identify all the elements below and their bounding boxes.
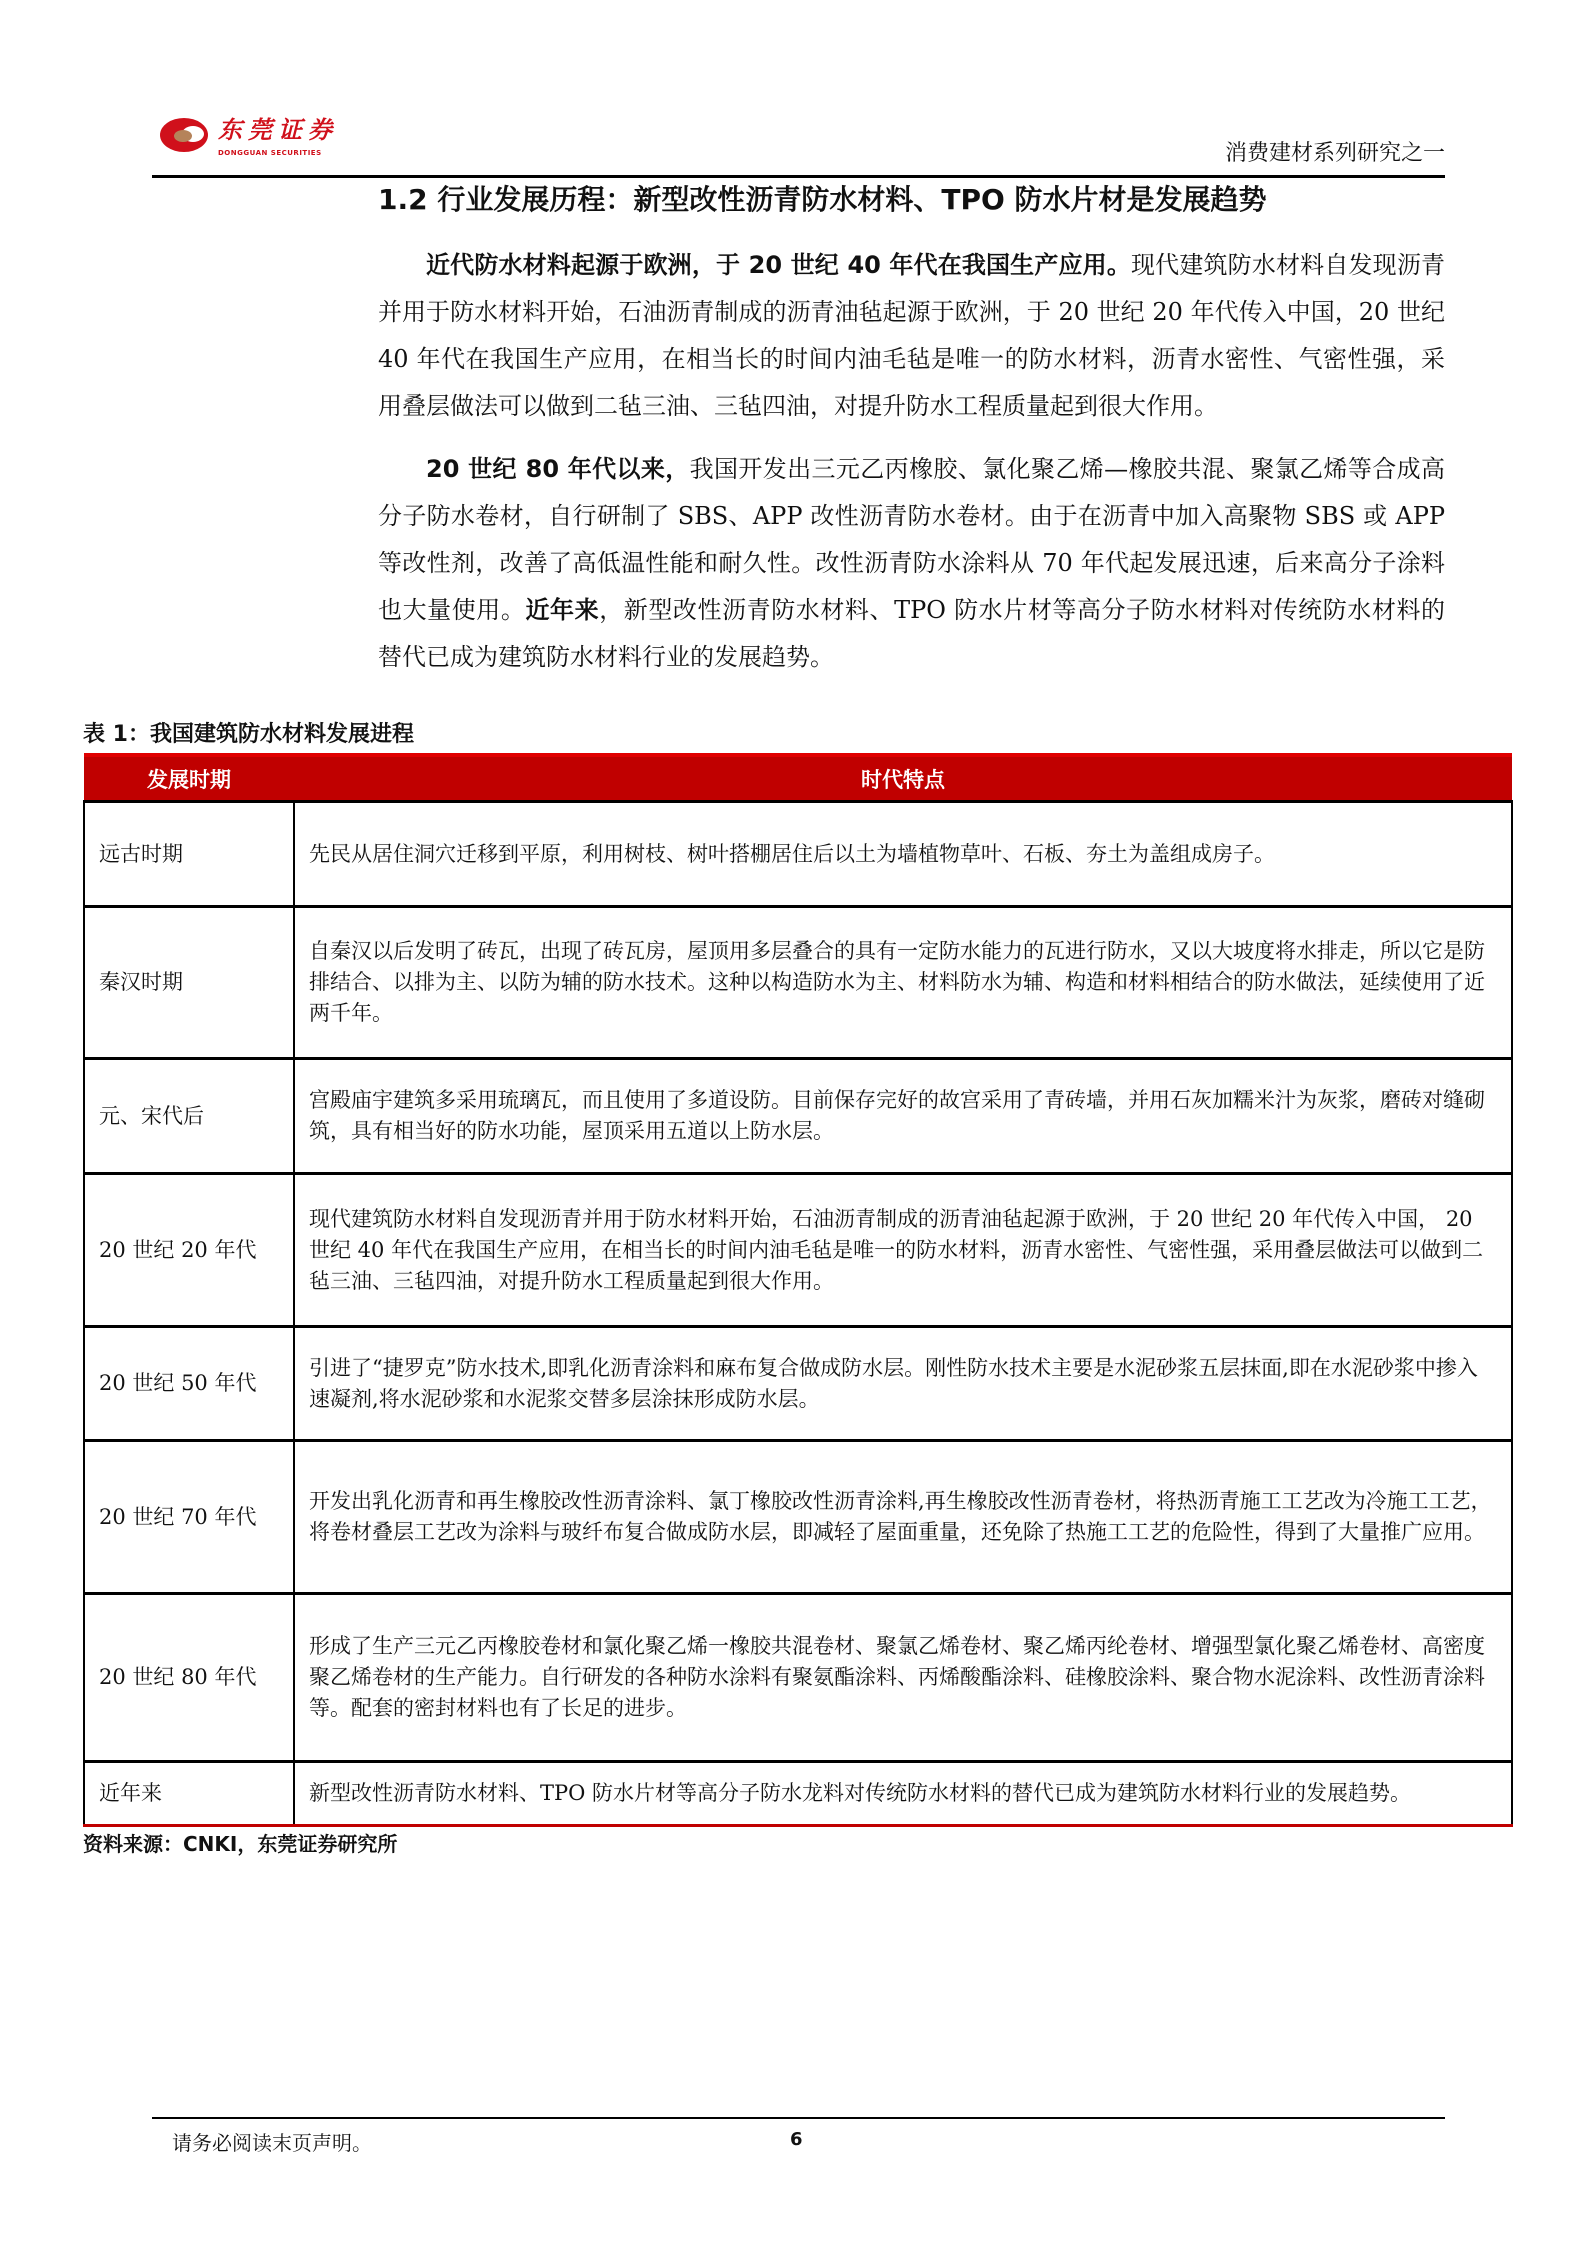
- description-cell: 引进了“捷罗克”防水技术,即乳化沥青涂料和麻布复合做成防水层。刚性防水技术主要是水泥砂浆五层抹面,即在水泥砂浆中掺入速凝剂,将水泥砂浆和水泥浆交替多层涂抹形成防水层。: [294, 1327, 1512, 1441]
- report-series-title: 消费建材系列研究之一: [1224, 141, 1445, 166]
- table-row: [84, 802, 1512, 907]
- paragraph-2-emphasis: 近年来: [525, 596, 600, 624]
- period-cell: 远古时期: [84, 802, 294, 907]
- description-cell: 新型改性沥青防水材料、TPO 防水片材等高分子防水龙料对传统防水材料的替代已成为建筑防水材料行业的发展趋势。: [294, 1762, 1512, 1826]
- period-cell: 20 世纪 20 年代: [84, 1174, 294, 1327]
- company-logo: [160, 116, 400, 162]
- paragraph-1-lead: 近代防水材料起源于欧洲，于 20 世纪 40 年代在我国生产应用。: [426, 251, 1132, 279]
- description-cell: 现代建筑防水材料自发现沥青并用于防水材料开始，石油沥青制成的沥青油毡起源于欧洲，于 20 世纪 20 年代传入中国， 20 世纪 40 年代在我国生产应用，在相当长的时间内油毛毡是唯一的防水材料，沥青水密性、气密性强，采用叠层做法可以做到二毡三油、三毡四油，对提升防水工程质量起到很大作用。: [294, 1174, 1512, 1327]
- paragraph-2-lead: 20 世纪 80 年代以来，: [426, 455, 690, 483]
- paragraph-1-body: 现代建筑防水材料自发现沥青并用于防水材料开始，石油沥青制成的沥青油毡起源于欧洲，于 20 世纪 20 年代传入中国，20 世纪 40 年代在我国生产应用，在相当长的时间内油毛毡是唯一的防水材料，沥青水密性、气密性强，采用叠层做法可以做到二毡三油、三毡四油，对提升防水工程质量起到很大作用。: [378, 251, 1445, 420]
- period-cell: 秦汉时期: [84, 907, 294, 1059]
- table-row: [84, 1174, 1512, 1327]
- paragraph-1: [378, 242, 1445, 430]
- table-row: [84, 1762, 1512, 1826]
- period-cell: 近年来: [84, 1762, 294, 1826]
- table-caption: 表 1：我国建筑防水材料发展进程: [83, 722, 414, 747]
- logo-mark-icon: [160, 118, 208, 152]
- development-table: [83, 753, 1513, 1827]
- period-cell: 元、宋代后: [84, 1059, 294, 1174]
- header-divider: [152, 175, 1445, 178]
- paragraph-2: [378, 446, 1445, 681]
- table-row: [84, 907, 1512, 1059]
- table-row: [84, 1327, 1512, 1441]
- period-cell: 20 世纪 70 年代: [84, 1441, 294, 1594]
- page-number: 6: [790, 2129, 803, 2150]
- header-features: 时代特点: [294, 755, 1512, 802]
- table-row: [84, 1059, 1512, 1174]
- table-source: 资料来源：CNKI，东莞证券研究所: [83, 1832, 398, 1856]
- paragraph-2-tail: ，新型改性沥青防水材料、TPO 防水片材等高分子防水材料对传统防水材料的替代已成为建筑防水材料行业的发展趋势。: [378, 596, 1446, 671]
- description-cell: 先民从居住洞穴迁移到平原，利用树枝、树叶搭棚居住后以土为墙植物草叶、石板、夯土为盖组成房子。: [294, 802, 1512, 907]
- paragraph-2-body: 我国开发出三元乙丙橡胶、氯化聚乙烯—橡胶共混、聚氯乙烯等合成高分子防水卷材，自行研制了 SBS、APP 改性沥青防水卷材。由于在沥青中加入高聚物 SBS 或 APP 等改性剂，改善了高低温性能和耐久性。改性沥青防水涂料从 70 年代起发展迅速，后来高分子涂料也大量使用。: [378, 455, 1445, 624]
- header-period: 发展时期: [84, 755, 294, 802]
- description-cell: 形成了生产三元乙丙橡胶卷材和氯化聚乙烯一橡胶共混卷材、聚氯乙烯卷材、聚乙烯丙纶卷材、增强型氯化聚乙烯卷材、高密度聚乙烯卷材的生产能力。自行研发的各种防水涂料有聚氨酯涂料、丙烯酸酯涂料、硅橡胶涂料、聚合物水泥涂料、改性沥青涂料等。配套的密封材料也有了长足的进步。: [294, 1594, 1512, 1762]
- main-content: [0, 182, 1586, 1857]
- logo-cn-text: 东莞证券: [218, 115, 338, 144]
- description-cell: 开发出乳化沥青和再生橡胶改性沥青涂料、氯丁橡胶改性沥青涂料,再生橡胶改性沥青卷材，将热沥青施工工艺改为冷施工工艺，将卷材叠层工艺改为涂料与玻纤布复合做成防水层，即减轻了屋面重量，还免除了热施工工艺的危险性，得到了大量推广应用。: [294, 1441, 1512, 1594]
- table-row: [84, 1594, 1512, 1762]
- section-title: 1.2 行业发展历程：新型改性沥青防水材料、TPO 防水片材是发展趋势: [378, 183, 1267, 216]
- period-cell: 20 世纪 50 年代: [84, 1327, 294, 1441]
- period-cell: 20 世纪 80 年代: [84, 1594, 294, 1762]
- logo-en-text: DONGGUAN SECURITIES: [218, 149, 322, 157]
- table-row: [84, 1441, 1512, 1594]
- footer-divider: [152, 2117, 1445, 2119]
- description-cell: 自秦汉以后发明了砖瓦，出现了砖瓦房，屋顶用多层叠合的具有一定防水能力的瓦进行防水，又以大坡度将水排走，所以它是防排结合、以排为主、以防为辅的防水技术。这种以构造防水为主、材料防水为辅、构造和材料相结合的防水做法，延续使用了近两千年。: [294, 907, 1512, 1059]
- footer-disclaimer: 请务必阅读末页声明。: [172, 2131, 372, 2155]
- description-cell: 宫殿庙宇建筑多采用琉璃瓦，而且使用了多道设防。目前保存完好的故宫采用了青砖墙，并用石灰加糯米汁为灰浆，磨砖对缝砌筑，具有相当好的防水功能，屋顶采用五道以上防水层。: [294, 1059, 1512, 1174]
- table-header-row: [84, 755, 1512, 802]
